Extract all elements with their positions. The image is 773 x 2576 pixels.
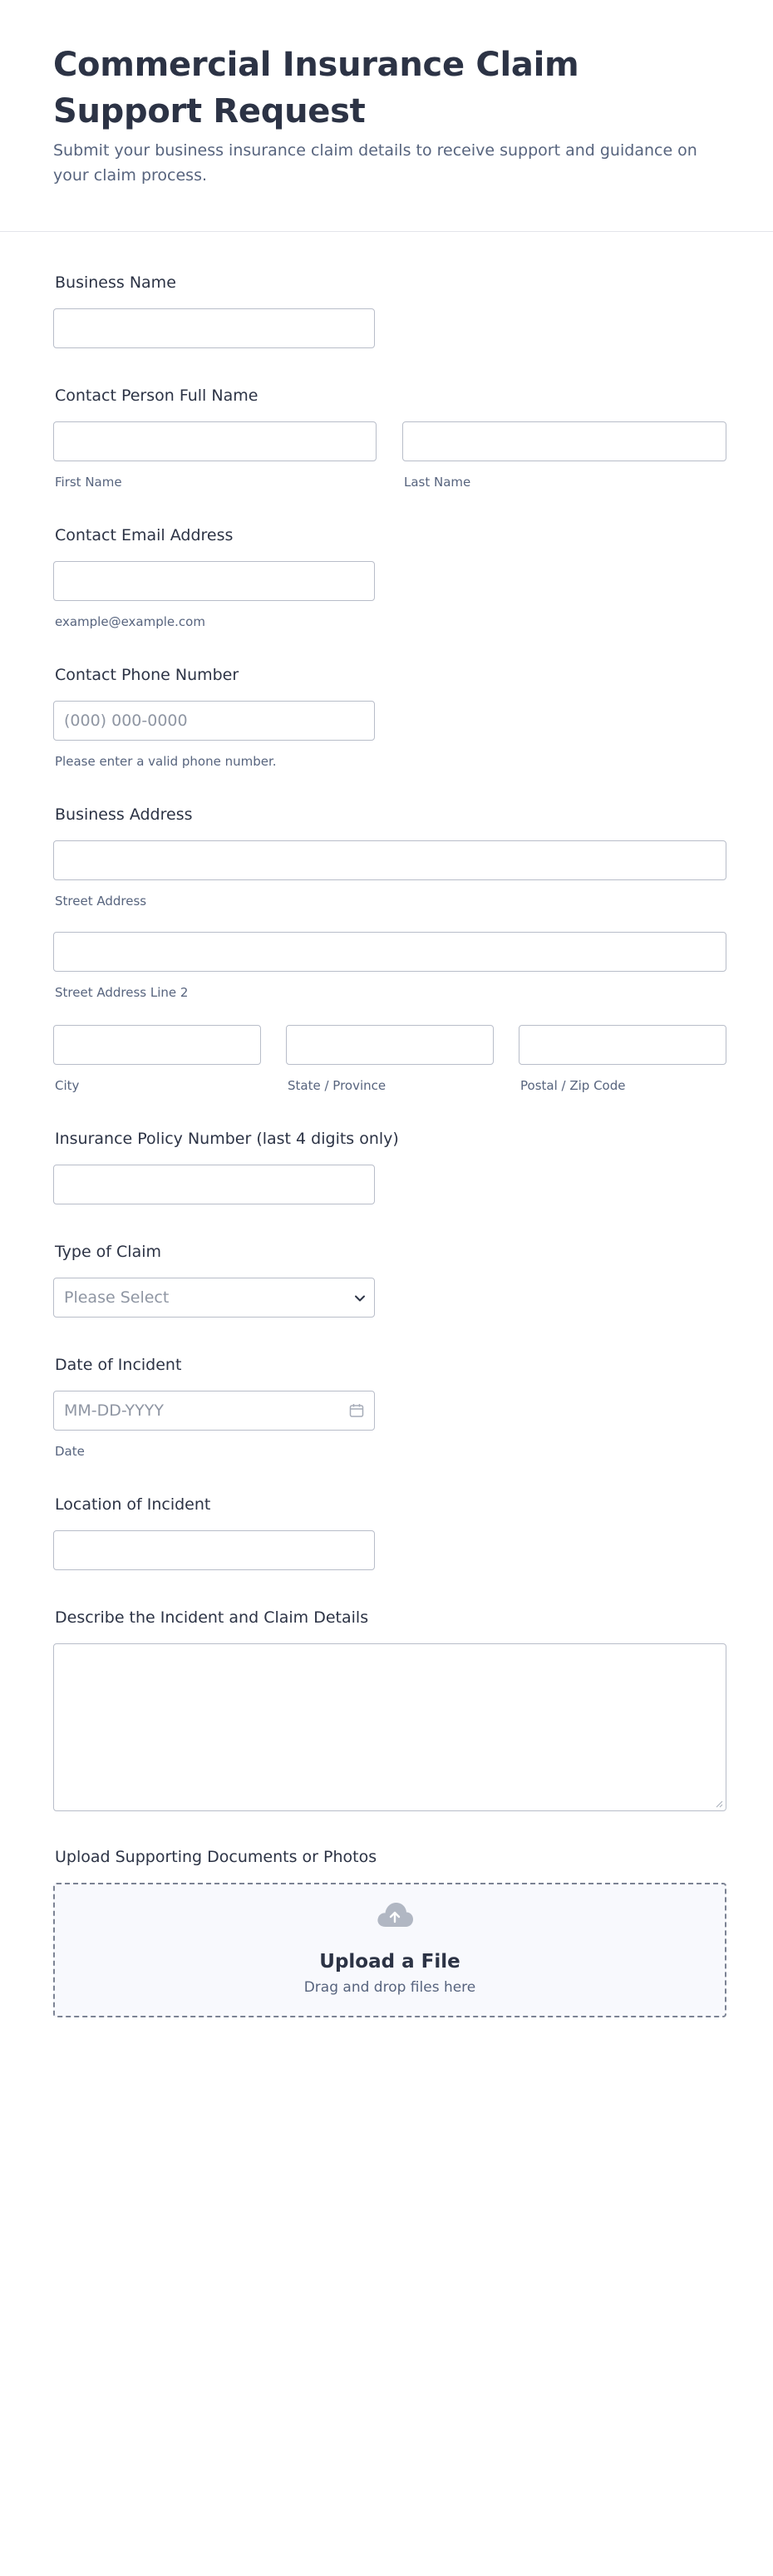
street-address-line2-sublabel: Street Address Line 2 xyxy=(55,985,189,1000)
city-input[interactable] xyxy=(53,1025,261,1065)
phone-input[interactable] xyxy=(53,701,375,741)
last-name-input[interactable] xyxy=(402,421,726,461)
business-name-input[interactable] xyxy=(53,308,375,348)
upload-subtitle: Drag and drop files here xyxy=(303,1979,476,1996)
page-subtitle: Submit your business insurance claim details to receive support and guidance on your claim process. xyxy=(53,141,697,185)
street-address-line2-input[interactable] xyxy=(53,932,726,972)
policy-number-label: Insurance Policy Number (last 4 digits only) xyxy=(55,1130,399,1148)
zip-input[interactable] xyxy=(519,1025,726,1065)
street-address-sublabel: Street Address xyxy=(55,894,147,909)
description-textarea[interactable] xyxy=(53,1643,726,1811)
resize-handle-icon[interactable] xyxy=(715,1800,723,1808)
file-upload-dropzone[interactable] xyxy=(53,1883,726,2017)
first-name-sublabel: First Name xyxy=(55,475,122,490)
form-header xyxy=(0,0,773,232)
state-input[interactable] xyxy=(286,1025,494,1065)
first-name-input[interactable] xyxy=(53,421,377,461)
location-input[interactable] xyxy=(53,1530,375,1570)
email-label: Contact Email Address xyxy=(55,526,234,544)
email-input[interactable] xyxy=(53,561,375,601)
date-placeholder: MM-DD-YYYY xyxy=(64,1401,164,1420)
contact-name-label: Contact Person Full Name xyxy=(55,387,258,405)
phone-placeholder: (000) 000-0000 xyxy=(64,712,188,730)
business-name-label: Business Name xyxy=(55,273,176,292)
claim-type-label: Type of Claim xyxy=(55,1243,162,1261)
claim-type-select[interactable] xyxy=(53,1278,375,1318)
last-name-sublabel: Last Name xyxy=(404,475,471,490)
calendar-icon[interactable] xyxy=(349,1403,364,1418)
date-input[interactable] xyxy=(53,1391,375,1431)
zip-sublabel: Postal / Zip Code xyxy=(520,1078,626,1093)
date-sublabel: Date xyxy=(55,1444,85,1459)
claim-type-placeholder: Please Select xyxy=(64,1288,170,1307)
date-label: Date of Incident xyxy=(55,1356,182,1374)
street-address-input[interactable] xyxy=(53,840,726,880)
page-title: Commercial Insurance Claim Support Request xyxy=(53,46,579,131)
policy-number-input[interactable] xyxy=(53,1165,375,1204)
email-sublabel: example@example.com xyxy=(55,614,205,629)
chevron-down-icon xyxy=(354,1293,366,1304)
phone-label: Contact Phone Number xyxy=(55,666,239,684)
description-label: Describe the Incident and Claim Details xyxy=(55,1608,369,1627)
phone-sublabel: Please enter a valid phone number. xyxy=(55,754,277,769)
upload-label: Upload Supporting Documents or Photos xyxy=(55,1848,377,1866)
location-label: Location of Incident xyxy=(55,1495,211,1514)
cloud-upload-icon xyxy=(375,1899,415,1929)
upload-title: Upload a File xyxy=(319,1951,460,1973)
address-label: Business Address xyxy=(55,805,193,824)
state-sublabel: State / Province xyxy=(288,1078,386,1093)
city-sublabel: City xyxy=(55,1078,80,1093)
